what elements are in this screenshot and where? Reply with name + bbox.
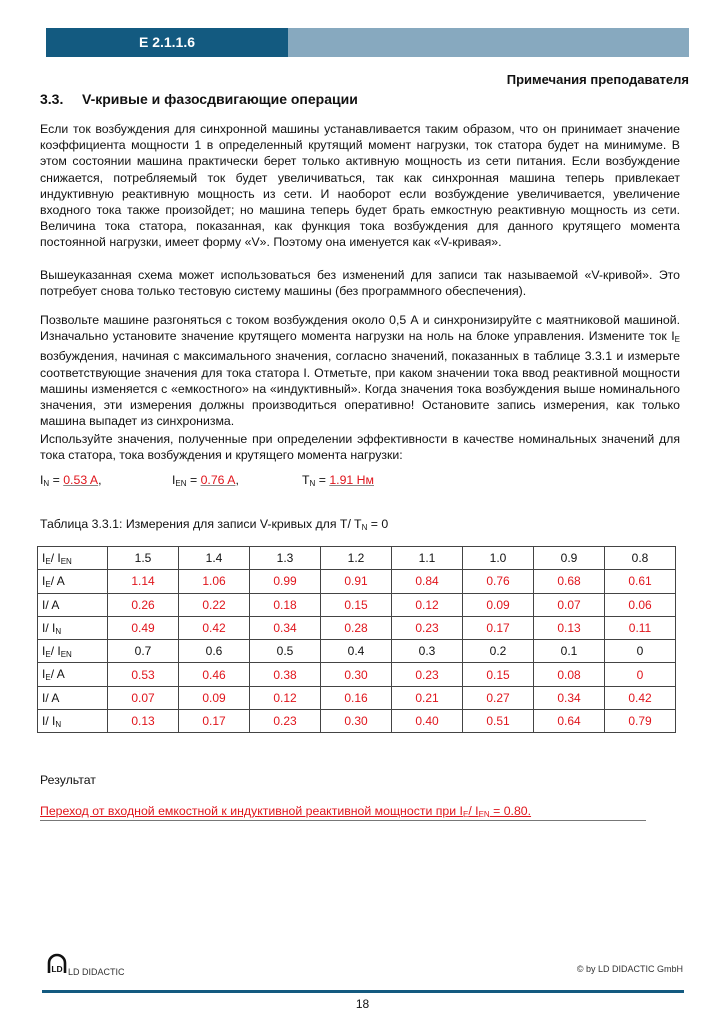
table-cell: 1.06 (179, 570, 250, 593)
table-cell: 0.07 (108, 686, 179, 709)
result-label: Результат (40, 773, 96, 787)
table-cell: 0.16 (321, 686, 392, 709)
table-cell: 0.79 (605, 710, 676, 733)
table-cell: 0.61 (605, 570, 676, 593)
section-title (40, 91, 358, 107)
table-cell: 0.17 (463, 616, 534, 639)
paragraph-nominals: Используйте значения, полученные при определении эффективности в качестве номинальных значений для тока статора, тока возбуждения и крутящего момента нагрузки: (40, 432, 680, 463)
table-row (38, 686, 676, 709)
row-label: I/ A (38, 593, 108, 616)
table-cell: 0.40 (392, 710, 463, 733)
table-cell: 0.26 (108, 593, 179, 616)
table-cell: 0.4 (321, 640, 392, 663)
table-cell: 0.6 (179, 640, 250, 663)
table-row (38, 710, 676, 733)
procedure-text-b: возбуждения, начиная с максимального значения, согласно значений, показанных в таблице 3.3.1 и измерьте соответствующие значения для тока статора I. Отметьте, при каком значении тока ввод реактивной мощности машины изменяется с «емкостного» на «индуктивный». Когда значения тока возбуждения выше номинального значения, эти измерения должны производиться оперативно! Остановите запись измерения, как только машина выпадет из синхронизма. (40, 349, 680, 429)
document-code: E 2.1.1.6 (138, 34, 196, 50)
table-row (38, 570, 676, 593)
procedure-sub: E (674, 335, 680, 345)
ld-didactic-logo-icon (46, 953, 68, 975)
header-bar-light (288, 28, 689, 57)
row-label: $I_E/$ $I_{EN}$ (38, 547, 108, 570)
row-label: $I_E/$ A (38, 570, 108, 593)
table-cell: 0.07 (534, 593, 605, 616)
svg-text:LD: LD (51, 964, 63, 974)
table-caption: Таблица 3.3.1: Измерения для записи V-кривых для T/ $T_N = 0$ (40, 517, 389, 532)
table-cell: 0.12 (392, 593, 463, 616)
table-cell: 0.12 (250, 686, 321, 709)
nominal-in: $I_N = 0.53$ A, (40, 473, 102, 488)
table-cell: 0.49 (108, 616, 179, 639)
table-cell: 0.23 (392, 663, 463, 686)
nominal-ien: $I_{EN} = 0.76$ A, (172, 473, 239, 488)
table-cell: 0.34 (250, 616, 321, 639)
paragraph-scheme: Вышеуказанная схема может использоваться без изменений для записи так называемой «V-кривой». Это потребует снова только тестовую систему машины (без программного обеспечения). (40, 268, 680, 299)
table-cell: 0.27 (463, 686, 534, 709)
row-label: I/ $I_N$ (38, 616, 108, 639)
row-label: I/ $I_N$ (38, 710, 108, 733)
table-row (38, 640, 676, 663)
table-row (38, 616, 676, 639)
footer-rule (42, 990, 684, 993)
table-cell: 0.68 (534, 570, 605, 593)
table-cell: 0.23 (392, 616, 463, 639)
table-cell: 0 (605, 640, 676, 663)
result-text: Переход от входной емкостной к индуктивной реактивной мощности при $I_E/$ $I_{EN} = 0.80$. (40, 804, 646, 821)
table-cell: 0.64 (534, 710, 605, 733)
table-cell: 1.3 (250, 547, 321, 570)
table-cell: 0.11 (605, 616, 676, 639)
table-cell: 0.8 (605, 547, 676, 570)
nominal-tn: $T_N = 1.91$ Нм (302, 473, 374, 488)
table-cell: 0.13 (534, 616, 605, 639)
table-cell: 1.14 (108, 570, 179, 593)
table-cell: 0.28 (321, 616, 392, 639)
table-cell: 0.09 (179, 686, 250, 709)
table-cell: 0.7 (108, 640, 179, 663)
table-cell: 0.5 (250, 640, 321, 663)
row-label: I/ A (38, 686, 108, 709)
teacher-notes-label: Примечания преподавателя (506, 72, 689, 87)
row-label: $I_E/$ $I_{EN}$ (38, 640, 108, 663)
table-cell: 0.1 (534, 640, 605, 663)
table-cell: 0.42 (179, 616, 250, 639)
table-cell: 0.17 (179, 710, 250, 733)
paragraph-intro: Если ток возбуждения для синхронной машины устанавливается таким образом, что он принимает значение коэффициента мощности 1 в определенный крутящий момент нагрузки, ток статора будет на минимуме. В этом состоянии машина практически берет только активную мощность из сети питания. Если возбуждение снижается, потребляемый ток будет увеличиваться, так как синхронная машина теперь привлекает индуктивную реактивную мощность из сети. И наоборот если возбуждение увеличивается, увеличение входного тока также произойдет; но машина теперь будет брать емкостную реактивную мощность из сети. Величина тока статора, показанная, как функция тока возбуждения для данного крутящего момента постоянной нагрузки, имеет форму «V». Поэтому она именуется как «V-кривая». (40, 122, 680, 250)
table-cell: 0.2 (463, 640, 534, 663)
table-row (38, 663, 676, 686)
table-cell: 0.23 (250, 710, 321, 733)
table-cell: 1.2 (321, 547, 392, 570)
table-cell: 0.38 (250, 663, 321, 686)
row-label: $I_E/$ A (38, 663, 108, 686)
table-cell: 0.22 (179, 593, 250, 616)
table-cell: 0.91 (321, 570, 392, 593)
table-cell: 0.84 (392, 570, 463, 593)
table-row (38, 547, 676, 570)
nominal-tn-value: 1.91 Нм (329, 473, 374, 487)
table-cell: 0.51 (463, 710, 534, 733)
table-cell: 0.46 (179, 663, 250, 686)
section-number: 3.3. (40, 91, 64, 107)
table-cell: 0.9 (534, 547, 605, 570)
table-cell: 0.30 (321, 663, 392, 686)
procedure-text-a: Позвольте машине разгоняться с током возбуждения около 0,5 А и синхронизируйте с маятниковой машиной. Изначально установите значение крутящего момента нагрузки на ноль на блоке управления. Измените ток I (40, 313, 680, 344)
table-cell: 0.34 (534, 686, 605, 709)
table-cell: 0.13 (108, 710, 179, 733)
table-cell: 0.76 (463, 570, 534, 593)
table-cell: 1.4 (179, 547, 250, 570)
table-cell: 0.08 (534, 663, 605, 686)
table-cell: 0.30 (321, 710, 392, 733)
table-cell: 0.42 (605, 686, 676, 709)
table-cell: 0.3 (392, 640, 463, 663)
table-cell: 0.09 (463, 593, 534, 616)
page-number: 18 (355, 997, 370, 1011)
table-cell: 0.53 (108, 663, 179, 686)
copyright: © by LD DIDACTIC GmbH (576, 964, 683, 974)
nominal-values (40, 473, 680, 491)
table-cell: 1.5 (108, 547, 179, 570)
table-row (38, 593, 676, 616)
table-cell: 0.06 (605, 593, 676, 616)
table-cell: 0.15 (321, 593, 392, 616)
nominal-in-value: 0.53 A (63, 473, 99, 487)
table-cell: 0.18 (250, 593, 321, 616)
nominal-ien-value: 0.76 A (200, 473, 236, 487)
table-cell: 0.99 (250, 570, 321, 593)
section-title-text: V-кривые и фазосдвигающие операции (82, 91, 358, 107)
paragraph-procedure (40, 312, 680, 429)
table-cell: 0 (605, 663, 676, 686)
table-cell: 1.1 (392, 547, 463, 570)
table-cell: 0.21 (392, 686, 463, 709)
table-cell: 0.15 (463, 663, 534, 686)
table-cell: 1.0 (463, 547, 534, 570)
measurement-table (37, 546, 676, 733)
logo-text: LD DIDACTIC (68, 967, 125, 977)
